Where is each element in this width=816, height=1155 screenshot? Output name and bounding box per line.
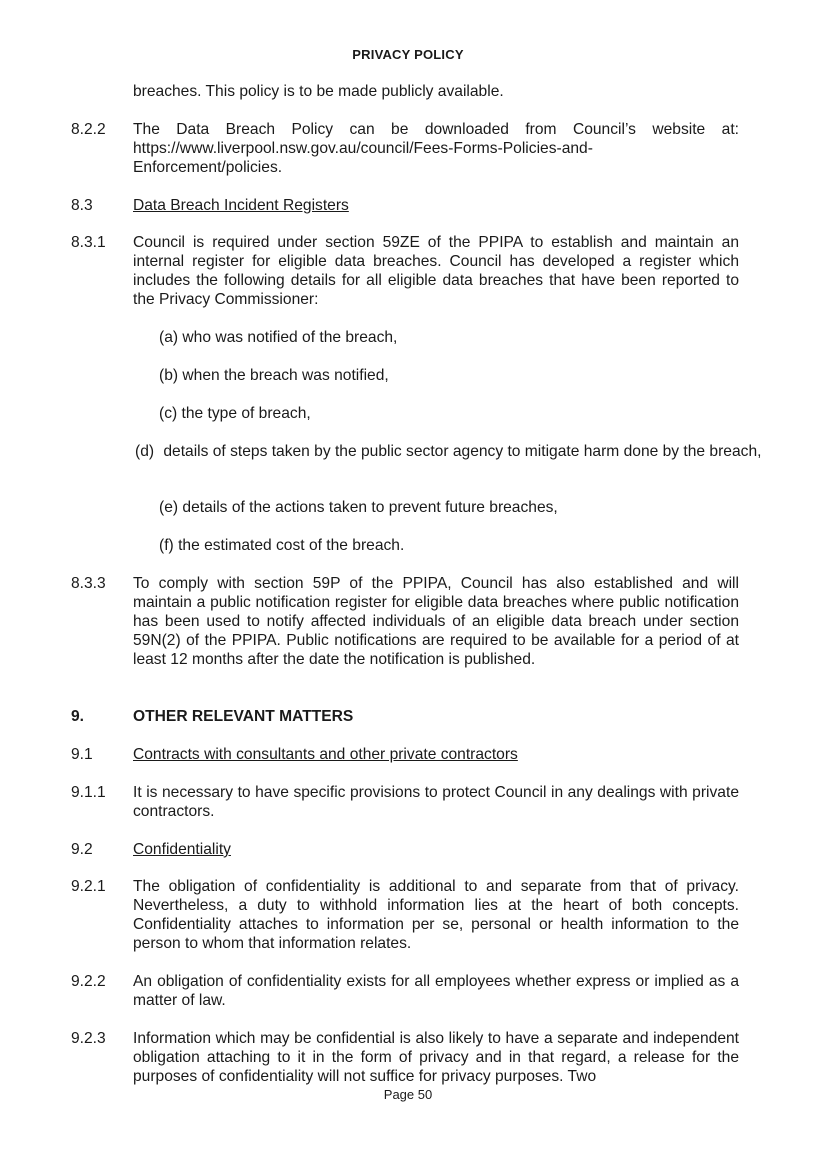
section-9-2-3-number: 9.2.3 xyxy=(71,1030,106,1047)
list-item xyxy=(159,498,739,517)
section-9-2-1-text: The obligation of confidentiality is additional to and separate from that of privacy. Nevertheless, a duty to withhold information lies at the heart of both concepts. Confidentiality attaches to information per se, personal or health information to the person to whom that information relates. xyxy=(133,878,739,952)
section-9-2-number: 9.2 xyxy=(71,841,93,858)
list-item: (d) details of steps taken by the public sector agency to mitigate harm done by the breach, xyxy=(135,443,762,460)
section-9-1-1-text: It is necessary to have specific provisions to protect Council in any dealings with private contractors. xyxy=(133,784,739,820)
section-9-number: 9. xyxy=(71,708,85,725)
list-item-text: details of steps taken by the public sector agency to mitigate harm done by the breach, xyxy=(163,443,762,460)
list-item-text: who was notified of the breach, xyxy=(182,329,398,346)
section-8-2-2-number: 8.2.2 xyxy=(71,121,106,138)
section-8-3-3-text: To comply with section 59P of the PPIPA, Council has also established and will maintain a public notification register for eligible data breaches where public notification has been used to notify affected individuals of an eligible data breach under section 59N(2) of the PPIPA. Public notifications are required to be available for a period of at least 12 months after the date the notification is published. xyxy=(133,575,739,668)
list-item xyxy=(159,404,739,423)
section-9-1-heading: Contracts with consultants and other private contractors xyxy=(133,746,518,763)
section-8-3-3-number: 8.3.3 xyxy=(71,575,106,592)
list-item xyxy=(159,328,739,347)
section-9-2-1-number: 9.2.1 xyxy=(71,878,106,895)
section-9-2-3-text: Information which may be confidential is also likely to have a separate and independent obligation attaching to it in the form of privacy and in that regard, a release for the purposes of confidentiality will not suffice for privacy purposes. Two xyxy=(133,1030,739,1085)
list-item xyxy=(159,536,739,555)
page-number: Page 50 xyxy=(383,1087,433,1102)
list-item-text: when the breach was notified, xyxy=(182,367,389,384)
list-item-label: (e) xyxy=(159,499,179,516)
list-item xyxy=(159,366,739,385)
section-9-heading: OTHER RELEVANT MATTERS xyxy=(133,708,354,725)
section-8-2-2-text: The Data Breach Policy can be downloaded from Council’s website at: https://www.liverpool.nsw.gov.au/council/Fees-Forms-Policies-and-Enforcement/policies. xyxy=(133,121,739,176)
section-8-3-1-text: Council is required under section 59ZE of the PPIPA to establish and maintain an internal register for eligible data breaches. Council has developed a register which includes the following details for all eligible data breaches that have been reported to the Privacy Commissioner: xyxy=(133,234,739,308)
section-9-2-2-text: An obligation of confidentiality exists for all employees whether express or implied as a matter of law. xyxy=(133,973,739,1009)
list-item-text: the type of breach, xyxy=(181,405,311,422)
list-item-text: details of the actions taken to prevent future breaches, xyxy=(182,499,558,516)
section-9-2-2-number: 9.2.2 xyxy=(71,973,106,990)
intro-paragraph: breaches. This policy is to be made publicly available. xyxy=(133,83,504,100)
list-item-text: the estimated cost of the breach. xyxy=(178,537,405,554)
list-item-label: (c) xyxy=(159,405,178,422)
list-item-label: (a) xyxy=(159,329,179,346)
section-9-2-heading: Confidentiality xyxy=(133,841,231,858)
section-8-3-heading: Data Breach Incident Registers xyxy=(133,197,349,214)
section-8-3-number: 8.3 xyxy=(71,197,93,214)
page-header-title: PRIVACY POLICY xyxy=(352,47,464,62)
list-item-label: (f) xyxy=(159,537,174,554)
section-9-1-1-number: 9.1.1 xyxy=(71,784,106,801)
section-8-3-1-number: 8.3.1 xyxy=(71,234,106,251)
section-9-1-number: 9.1 xyxy=(71,746,93,763)
list-item-label: (b) xyxy=(159,367,179,384)
